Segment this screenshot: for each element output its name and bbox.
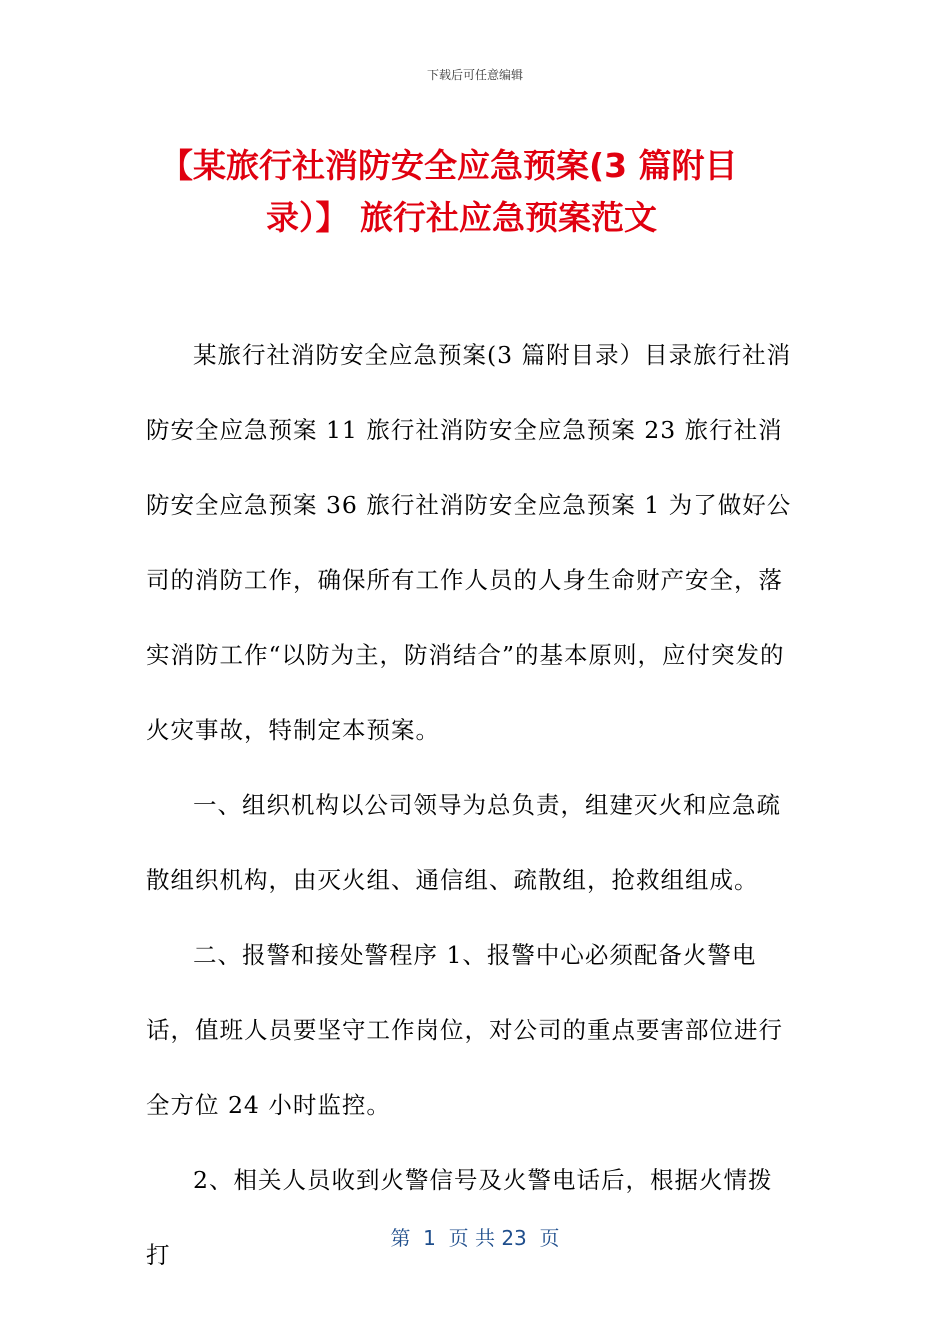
paragraph: 二、报警和接处警程序 1、报警中心必须配备火警电话，值班人员要坚守工作岗位，对公司的重点要害部位进行全方位 24 小时监控。 [146, 941, 783, 1119]
page-number: 第 1 页 共 23 页 [390, 1226, 560, 1250]
title-line-1: 【某旅行社消防安全应急预案(3 篇附目 [160, 146, 738, 185]
title-line-2: 录）】 旅行社应急预案范文 [266, 198, 657, 237]
paragraph: 一、组织机构以公司领导为总负责，组建灭火和应急疏散组织机构，由灭火组、通信组、疏散组，抢救组组成。 [146, 791, 781, 894]
header-note: 下载后可任意编辑 [426, 68, 523, 82]
document-body [146, 318, 796, 1293]
paragraph: 某旅行社消防安全应急预案(3 篇附目录）目录旅行社消防安全应急预案 11 旅行社消防安全应急预案 23 旅行社消防安全应急预案 36 旅行社消防安全应急预案 1 为了做好公司的消防工作，确保所有工作人员的人身生命财产安全，落实消防工作“以防为主，防消结合”的基本原则，应付突发的火灾事故，特制定本预案。 [146, 341, 792, 744]
document-title [160, 140, 800, 244]
paragraph: 2、相关人员收到火警信号及火警电话后，根据火情拨打 [146, 1166, 773, 1269]
